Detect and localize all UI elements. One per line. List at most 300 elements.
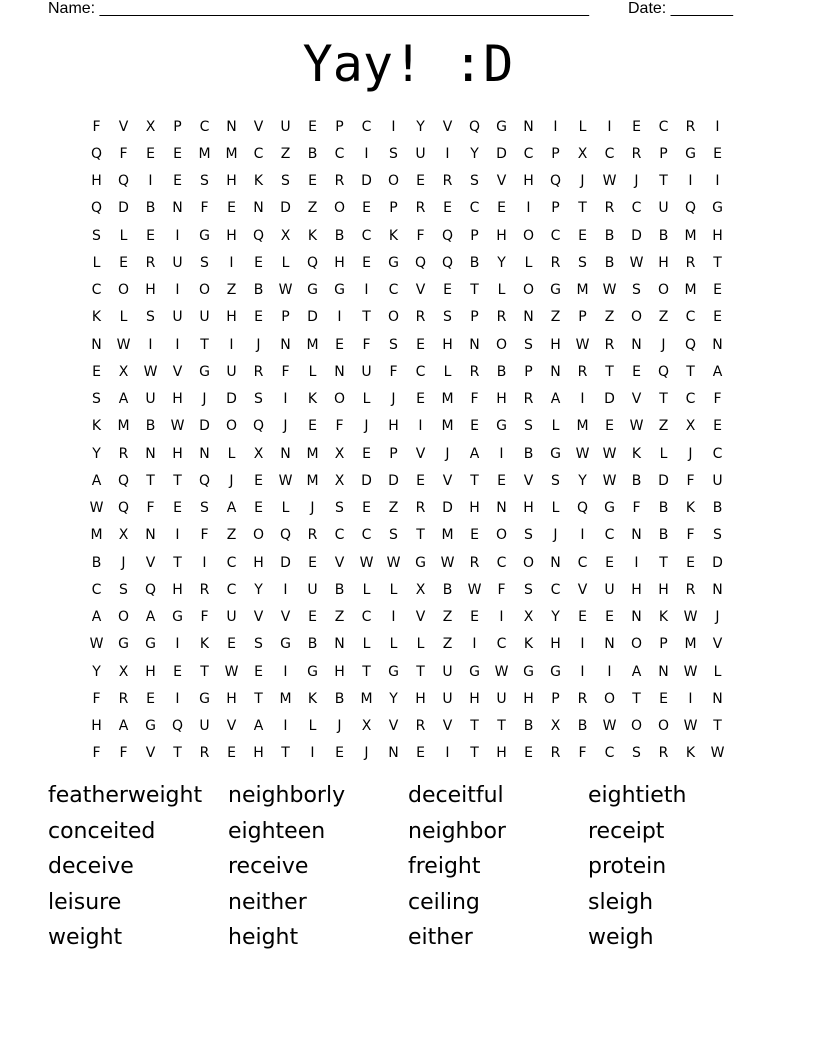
grid-letter: F xyxy=(92,118,101,135)
grid-letter: C xyxy=(253,145,264,162)
grid-letter: U xyxy=(415,145,426,162)
grid-letter: L xyxy=(308,718,317,735)
grid-letter: R xyxy=(415,718,426,735)
grid-letter: H xyxy=(145,282,156,299)
grid-letter: W xyxy=(89,636,104,653)
grid-letter: L xyxy=(497,282,506,299)
grid-letter: C xyxy=(91,581,102,598)
grid-letter: C xyxy=(685,391,696,408)
grid-letter: W xyxy=(359,554,374,571)
grid-letter: W xyxy=(602,718,617,735)
grid-letter: P xyxy=(173,118,182,135)
grid-letter: J xyxy=(445,445,450,462)
grid-letter: Q xyxy=(117,472,130,489)
grid-letter: F xyxy=(416,227,425,244)
grid-letter: M xyxy=(306,445,319,462)
grid-letter: F xyxy=(119,745,128,762)
grid-letter: A xyxy=(118,718,129,735)
grid-letter: N xyxy=(226,118,237,135)
grid-letter: Z xyxy=(442,636,453,653)
grid-letter: L xyxy=(416,636,425,653)
grid-letter: N xyxy=(658,663,669,680)
grid-letter: C xyxy=(334,527,345,544)
grid-letter: I xyxy=(229,254,234,271)
grid-letter: G xyxy=(712,200,723,217)
grid-letter: S xyxy=(713,527,722,544)
grid-letter: P xyxy=(281,309,290,326)
grid-letter: Z xyxy=(550,309,561,326)
grid-letter: O xyxy=(522,227,535,244)
grid-letter: I xyxy=(310,745,315,762)
grid-letter: R xyxy=(577,690,588,707)
grid-letter: E xyxy=(308,418,317,435)
grid-letter: R xyxy=(550,254,561,271)
grid-letter: I xyxy=(391,609,396,626)
grid-letter: C xyxy=(361,227,372,244)
word-bank-item: eightieth xyxy=(588,783,687,808)
grid-letter: S xyxy=(254,391,263,408)
grid-letter: Z xyxy=(388,500,399,517)
grid-letter: T xyxy=(470,472,479,489)
grid-letter: I xyxy=(175,690,180,707)
grid-letter: G xyxy=(604,500,615,517)
grid-letter: Q xyxy=(306,254,319,271)
grid-letter: M xyxy=(441,527,454,544)
grid-letter: M xyxy=(576,418,589,435)
grid-letter: Y xyxy=(578,472,587,489)
grid-row xyxy=(83,140,731,167)
grid-letter: Z xyxy=(658,309,669,326)
grid-letter: A xyxy=(91,472,102,489)
grid-letter: G xyxy=(550,282,561,299)
grid-row xyxy=(83,576,731,603)
grid-letter: F xyxy=(92,690,101,707)
grid-letter: E xyxy=(578,609,587,626)
grid-letter: H xyxy=(523,690,534,707)
grid-letter: E xyxy=(308,118,317,135)
grid-letter: C xyxy=(496,554,507,571)
grid-letter: G xyxy=(334,282,345,299)
word-bank-item: receive xyxy=(228,854,309,879)
grid-letter: C xyxy=(658,118,669,135)
grid-letter: O xyxy=(603,690,616,707)
grid-letter: H xyxy=(496,391,507,408)
grid-letter: E xyxy=(443,200,452,217)
grid-letter: E xyxy=(146,690,155,707)
grid-letter: H xyxy=(145,663,156,680)
grid-letter: H xyxy=(415,690,426,707)
grid-letter: H xyxy=(172,391,183,408)
grid-letter: D xyxy=(226,391,237,408)
grid-letter: S xyxy=(281,173,290,190)
grid-letter: F xyxy=(713,391,722,408)
grid-letter: E xyxy=(173,663,182,680)
grid-letter: G xyxy=(496,418,507,435)
grid-letter: F xyxy=(470,391,479,408)
grid-letter: G xyxy=(388,663,399,680)
grid-letter: Q xyxy=(279,527,292,544)
grid-letter: W xyxy=(170,418,185,435)
grid-letter: T xyxy=(659,554,668,571)
grid-row xyxy=(83,631,731,658)
grid-letter: R xyxy=(145,254,156,271)
grid-letter: X xyxy=(415,581,426,598)
grid-letter: E xyxy=(713,309,722,326)
grid-letter: W xyxy=(494,663,509,680)
grid-letter: B xyxy=(307,636,318,653)
grid-letter: I xyxy=(364,282,369,299)
grid-letter: I xyxy=(715,173,720,190)
grid-letter: R xyxy=(523,391,534,408)
grid-letter: I xyxy=(688,173,693,190)
grid-letter: T xyxy=(254,690,263,707)
grid-letter: R xyxy=(658,745,669,762)
grid-letter: P xyxy=(551,690,560,707)
grid-letter: E xyxy=(335,745,344,762)
grid-letter: O xyxy=(198,282,211,299)
grid-letter: I xyxy=(715,118,720,135)
grid-letter: H xyxy=(172,445,183,462)
grid-row xyxy=(83,304,731,331)
grid-letter: N xyxy=(523,309,534,326)
grid-letter: V xyxy=(280,609,291,626)
worksheet-header xyxy=(48,0,748,20)
grid-letter: T xyxy=(713,254,722,271)
grid-letter: D xyxy=(280,554,291,571)
grid-letter: J xyxy=(364,745,369,762)
grid-letter: K xyxy=(253,173,264,190)
grid-letter: F xyxy=(389,363,398,380)
grid-letter: R xyxy=(415,500,426,517)
grid-letter: F xyxy=(119,145,128,162)
grid-letter: S xyxy=(92,227,101,244)
grid-letter: K xyxy=(91,418,102,435)
grid-letter: R xyxy=(631,145,642,162)
grid-letter: X xyxy=(118,527,129,544)
grid-letter: L xyxy=(713,663,722,680)
grid-letter: Q xyxy=(684,200,697,217)
grid-letter: Q xyxy=(117,500,130,517)
grid-letter: G xyxy=(415,554,426,571)
grid-letter: Q xyxy=(198,472,211,489)
grid-letter: I xyxy=(175,282,180,299)
grid-letter: E xyxy=(497,472,506,489)
grid-letter: D xyxy=(199,418,210,435)
grid-letter: C xyxy=(361,609,372,626)
grid-letter: O xyxy=(252,527,265,544)
grid-letter: B xyxy=(334,227,345,244)
grid-letter: S xyxy=(389,336,398,353)
grid-letter: Z xyxy=(334,609,345,626)
grid-letter: O xyxy=(117,609,130,626)
grid-letter: E xyxy=(686,554,695,571)
grid-letter: D xyxy=(388,472,399,489)
grid-letter: U xyxy=(280,118,291,135)
grid-letter: M xyxy=(90,527,103,544)
grid-letter: T xyxy=(281,745,290,762)
grid-letter: V xyxy=(172,363,183,380)
grid-letter: I xyxy=(283,663,288,680)
grid-letter: C xyxy=(577,554,588,571)
grid-letter: T xyxy=(200,336,209,353)
grid-letter: U xyxy=(442,690,453,707)
grid-letter: V xyxy=(523,472,534,489)
grid-letter: W xyxy=(89,500,104,517)
grid-letter: I xyxy=(148,336,153,353)
grid-letter: T xyxy=(146,472,155,489)
grid-letter: X xyxy=(118,363,129,380)
grid-letter: F xyxy=(335,418,344,435)
grid-letter: L xyxy=(281,254,290,271)
grid-letter: E xyxy=(470,527,479,544)
grid-letter: I xyxy=(337,309,342,326)
grid-letter: H xyxy=(253,745,264,762)
grid-letter: Y xyxy=(92,445,101,462)
grid-letter: C xyxy=(712,445,723,462)
grid-letter: S xyxy=(389,145,398,162)
grid-letter: R xyxy=(604,336,615,353)
grid-letter: N xyxy=(280,445,291,462)
grid-letter: T xyxy=(713,718,722,735)
grid-letter: E xyxy=(254,472,263,489)
grid-letter: J xyxy=(256,336,261,353)
grid-letter: L xyxy=(659,445,668,462)
grid-letter: Q xyxy=(549,173,562,190)
grid-letter: C xyxy=(334,145,345,162)
grid-letter: K xyxy=(523,636,534,653)
grid-letter: N xyxy=(550,363,561,380)
grid-letter: V xyxy=(334,554,345,571)
grid-letter: I xyxy=(175,636,180,653)
grid-letter: M xyxy=(684,227,697,244)
grid-letter: P xyxy=(389,200,398,217)
grid-letter: A xyxy=(91,609,102,626)
grid-letter: N xyxy=(334,363,345,380)
grid-letter: G xyxy=(469,663,480,680)
grid-letter: N xyxy=(145,527,156,544)
grid-letter: Q xyxy=(252,227,265,244)
grid-letter: X xyxy=(334,472,345,489)
grid-letter: I xyxy=(418,418,423,435)
grid-letter: F xyxy=(200,609,209,626)
grid-letter: P xyxy=(524,363,533,380)
grid-letter: L xyxy=(119,309,128,326)
grid-letter: G xyxy=(199,363,210,380)
grid-letter: B xyxy=(145,418,156,435)
grid-letter: H xyxy=(550,636,561,653)
grid-letter: S xyxy=(146,309,155,326)
grid-letter: B xyxy=(469,254,480,271)
grid-letter: B xyxy=(658,500,669,517)
grid-letter: W xyxy=(278,472,293,489)
grid-row xyxy=(83,713,731,740)
word-bank-item: protein xyxy=(588,854,667,879)
grid-letter: I xyxy=(553,118,558,135)
grid-letter: V xyxy=(253,609,264,626)
grid-letter: S xyxy=(524,527,533,544)
grid-letter: Z xyxy=(226,527,237,544)
grid-letter: R xyxy=(577,363,588,380)
grid-row xyxy=(83,222,731,249)
grid-letter: E xyxy=(254,500,263,517)
grid-letter: E xyxy=(416,336,425,353)
grid-letter: G xyxy=(550,445,561,462)
grid-letter: E xyxy=(713,282,722,299)
grid-letter: W xyxy=(143,363,158,380)
grid-row xyxy=(83,386,731,413)
grid-letter: B xyxy=(604,254,615,271)
grid-letter: M xyxy=(684,636,697,653)
grid-letter: P xyxy=(578,309,587,326)
grid-letter: E xyxy=(416,173,425,190)
grid-letter: F xyxy=(686,527,695,544)
grid-letter: B xyxy=(658,527,669,544)
grid-row xyxy=(83,467,731,494)
name-field: Name: _______________________________________________________ xyxy=(48,0,589,17)
grid-letter: E xyxy=(173,173,182,190)
grid-letter: Z xyxy=(658,418,669,435)
grid-letter: H xyxy=(334,663,345,680)
grid-letter: D xyxy=(361,173,372,190)
grid-letter: R xyxy=(253,363,264,380)
grid-letter: R xyxy=(685,581,696,598)
grid-letter: E xyxy=(362,500,371,517)
grid-letter: M xyxy=(441,391,454,408)
grid-letter: G xyxy=(280,636,291,653)
grid-letter: Y xyxy=(92,663,101,680)
grid-letter: F xyxy=(200,200,209,217)
grid-letter: B xyxy=(631,472,642,489)
grid-row xyxy=(83,195,731,222)
grid-letter: Y xyxy=(254,581,263,598)
grid-letter: E xyxy=(362,200,371,217)
grid-row xyxy=(83,685,731,712)
grid-letter: Z xyxy=(442,609,453,626)
grid-letter: W xyxy=(629,254,644,271)
grid-letter: O xyxy=(630,718,643,735)
grid-letter: W xyxy=(602,173,617,190)
grid-letter: N xyxy=(172,200,183,217)
grid-letter: C xyxy=(550,581,561,598)
grid-letter: W xyxy=(683,663,698,680)
grid-letter: D xyxy=(280,200,291,217)
grid-letter: I xyxy=(499,609,504,626)
grid-letter: S xyxy=(470,173,479,190)
grid-letter: J xyxy=(229,472,234,489)
grid-letter: I xyxy=(445,145,450,162)
grid-letter: J xyxy=(310,500,315,517)
grid-letter: J xyxy=(364,418,369,435)
grid-letter: C xyxy=(361,527,372,544)
grid-letter: G xyxy=(118,636,129,653)
grid-letter: Q xyxy=(90,145,103,162)
grid-letter: L xyxy=(389,581,398,598)
grid-letter: Q xyxy=(171,718,184,735)
grid-letter: K xyxy=(199,636,210,653)
grid-letter: R xyxy=(685,118,696,135)
grid-letter: I xyxy=(607,118,612,135)
grid-letter: N xyxy=(712,336,723,353)
grid-letter: I xyxy=(148,173,153,190)
grid-letter: Q xyxy=(144,581,157,598)
grid-letter: I xyxy=(175,527,180,544)
grid-letter: H xyxy=(172,581,183,598)
grid-letter: C xyxy=(469,200,480,217)
grid-letter: H xyxy=(442,336,453,353)
grid-letter: I xyxy=(445,745,450,762)
grid-letter: X xyxy=(577,145,588,162)
grid-letter: M xyxy=(306,472,319,489)
grid-letter: P xyxy=(470,227,479,244)
grid-letter: E xyxy=(632,118,641,135)
grid-letter: P xyxy=(659,145,668,162)
grid-letter: F xyxy=(146,500,155,517)
grid-letter: R xyxy=(604,200,615,217)
grid-letter: A xyxy=(253,718,264,735)
grid-letter: T xyxy=(416,527,425,544)
grid-letter: T xyxy=(632,690,641,707)
grid-letter: L xyxy=(578,118,587,135)
grid-letter: J xyxy=(553,527,558,544)
grid-letter: I xyxy=(634,554,639,571)
grid-letter: C xyxy=(226,581,237,598)
grid-letter: N xyxy=(712,581,723,598)
grid-letter: F xyxy=(200,527,209,544)
grid-letter: I xyxy=(175,227,180,244)
grid-letter: X xyxy=(523,609,534,626)
grid-letter: W xyxy=(710,745,725,762)
grid-letter: J xyxy=(283,418,288,435)
grid-letter: P xyxy=(551,200,560,217)
grid-letter: E xyxy=(92,363,101,380)
grid-letter: E xyxy=(335,336,344,353)
grid-letter: I xyxy=(283,581,288,598)
grid-letter: K xyxy=(685,500,696,517)
grid-letter: I xyxy=(580,527,585,544)
grid-letter: X xyxy=(334,445,345,462)
grid-letter: K xyxy=(388,227,399,244)
grid-letter: M xyxy=(360,690,373,707)
grid-letter: J xyxy=(580,173,585,190)
grid-letter: C xyxy=(199,118,210,135)
grid-letter: O xyxy=(495,527,508,544)
grid-letter: K xyxy=(307,690,318,707)
grid-letter: O xyxy=(522,554,535,571)
grid-letter: G xyxy=(145,718,156,735)
grid-letter: Q xyxy=(657,363,670,380)
grid-letter: B xyxy=(604,227,615,244)
grid-letter: U xyxy=(199,309,210,326)
grid-letter: T xyxy=(659,391,668,408)
grid-row xyxy=(83,168,731,195)
grid-letter: I xyxy=(364,145,369,162)
grid-letter: T xyxy=(470,745,479,762)
word-bank-item: deceitful xyxy=(408,783,504,808)
grid-letter: Q xyxy=(441,254,454,271)
grid-letter: C xyxy=(550,227,561,244)
grid-letter: V xyxy=(442,718,453,735)
grid-letter: E xyxy=(173,500,182,517)
grid-letter: B xyxy=(145,200,156,217)
grid-letter: R xyxy=(199,745,210,762)
grid-letter: J xyxy=(715,609,720,626)
grid-letter: T xyxy=(173,472,182,489)
grid-letter: W xyxy=(224,663,239,680)
grid-letter: G xyxy=(145,636,156,653)
grid-letter: D xyxy=(361,472,372,489)
grid-letter: R xyxy=(415,309,426,326)
grid-letter: P xyxy=(659,636,668,653)
